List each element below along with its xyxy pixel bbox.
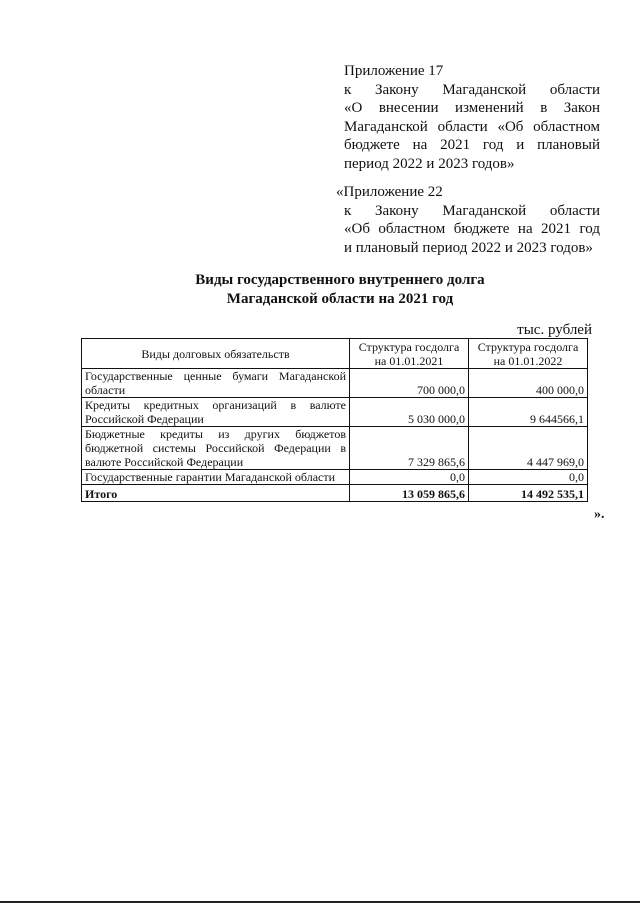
row-name: Государственные ценные бумаги Магаданской области <box>82 369 350 398</box>
annex-17-line: Магаданской области «Об областном <box>344 118 600 135</box>
annex-17-line: «О внесении изменений в Закон <box>344 100 600 116</box>
title-line: Магаданской области на 2021 год <box>226 291 454 307</box>
table-row <box>82 427 588 470</box>
annex-17-title: Приложение 17 <box>344 63 444 79</box>
debt-table <box>81 338 588 502</box>
table-total-row <box>82 485 588 502</box>
row-value-2021: 0,0 <box>350 470 469 485</box>
annex-17-header <box>344 62 600 173</box>
annex-17-line: к Закону Магаданской области <box>344 81 600 98</box>
row-value-2022: 0,0 <box>469 470 588 485</box>
total-value-2021: 13 059 865,6 <box>350 485 469 502</box>
row-name: Бюджетные кредиты из других бюджетов бюджетной системы Российской Федерации в валюте Российской Федерации <box>82 427 350 470</box>
table-row <box>82 398 588 427</box>
row-value-2022: 4 447 969,0 <box>469 427 588 470</box>
table-row <box>82 369 588 398</box>
annex-17-line: бюджете на 2021 год и плановый <box>344 137 600 153</box>
row-value-2022: 9 644566,1 <box>469 398 588 427</box>
annex-22-line: и плановый период 2022 и 2023 годов» <box>344 239 593 256</box>
title-line: Виды государственного внутреннего долга <box>195 272 485 288</box>
annex-22-line: «Об областном бюджете на 2021 год <box>344 221 600 237</box>
annex-22-title: «Приложение 22 <box>336 184 443 200</box>
table-header-row <box>82 339 588 369</box>
units-label: тыс. рублей <box>517 322 592 338</box>
total-label: Итого <box>82 485 350 502</box>
header-2021: Структура госдолга на 01.01.2021 <box>350 339 469 369</box>
annex-22-line: к Закону Магаданской области <box>344 202 600 219</box>
header-debt-type: Виды долговых обязательств <box>82 339 350 369</box>
row-value-2022: 400 000,0 <box>469 369 588 398</box>
row-value-2021: 7 329 865,6 <box>350 427 469 470</box>
row-name: Кредиты кредитных организаций в валюте Российской Федерации <box>82 398 350 427</box>
closing-quote: ». <box>594 507 605 522</box>
page-bottom-edge <box>0 901 640 903</box>
row-name: Государственные гарантии Магаданской области <box>82 470 350 485</box>
annex-17-line: период 2022 и 2023 годов» <box>344 155 515 172</box>
document-title <box>120 271 560 309</box>
row-value-2021: 5 030 000,0 <box>350 398 469 427</box>
header-2022: Структура госдолга на 01.01.2022 <box>469 339 588 369</box>
table-row <box>82 470 588 485</box>
annex-22-header <box>336 183 600 257</box>
row-value-2021: 700 000,0 <box>350 369 469 398</box>
total-value-2022: 14 492 535,1 <box>469 485 588 502</box>
